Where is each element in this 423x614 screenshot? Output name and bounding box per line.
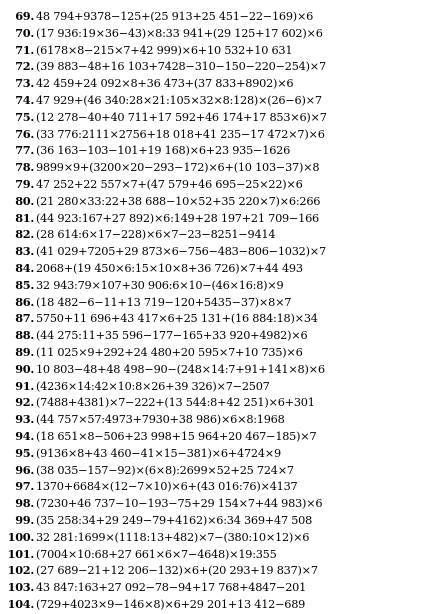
problem-row [0, 327, 423, 344]
problem-row [0, 562, 423, 579]
problem-number: 80. [15, 193, 34, 208]
problem-expression: (35 258:34+29 249−79+4162)×6:34 369+47 508 [36, 513, 313, 527]
problem-row [0, 596, 423, 613]
problem-expression: 2068+(19 450×6:15×10×8+36 726)×7+44 493 [36, 261, 303, 275]
problem-number: 90. [15, 361, 34, 376]
problem-number: 86. [15, 294, 34, 309]
problem-expression: 47 252+22 557×7+(47 579+46 695−25×22)×6 [36, 177, 303, 191]
problem-row [0, 378, 423, 395]
problem-number: 71. [15, 42, 34, 57]
problem-number: 97. [15, 479, 34, 494]
exercise-list [0, 8, 423, 613]
problem-number: 95. [15, 445, 34, 460]
problem-expression: 5750+11 696+43 417×6+25 131+(16 884:18)×34 [36, 312, 318, 326]
problem-number: 91. [15, 378, 34, 393]
problem-row [0, 546, 423, 563]
problem-expression: (7488+4381)×7−222+(13 544:8+42 251)×6+301 [36, 396, 315, 410]
problem-row [0, 277, 423, 294]
problem-expression: (33 776:2111×2756+18 018+41 235−17 472×7)×6 [36, 127, 325, 141]
problem-row [0, 142, 423, 159]
problem-number: 89. [15, 344, 34, 359]
problem-row [0, 495, 423, 512]
problem-number: 87. [15, 311, 34, 326]
problem-row [0, 411, 423, 428]
problem-expression: (41 029+7205+29 873×6−756−483−806−1032)×7 [36, 245, 326, 259]
problem-row [0, 243, 423, 260]
problem-row [0, 193, 423, 210]
problem-number: 92. [15, 395, 34, 410]
problem-expression: (729+4023×9−146×8)×6+29 201+13 412−689 [36, 597, 306, 611]
problem-number: 82. [15, 227, 34, 242]
problem-number: 69. [15, 9, 34, 23]
problem-row [0, 176, 423, 193]
problem-number: 76. [15, 126, 34, 141]
problem-number: 104. [7, 596, 34, 611]
problem-expression: (27 689−21+12 206−132)×6+(20 293+19 837)×7 [36, 564, 318, 578]
problem-expression: (18 482−6−11+13 719−120+5435−37)×8×7 [36, 295, 292, 309]
problem-number: 98. [15, 496, 34, 511]
problem-row [0, 394, 423, 411]
problem-expression: 48 794+9378−125+(25 913+25 451−22−169)×6 [36, 10, 314, 23]
problem-expression: (6178×8−215×7+42 999)×6+10 532+10 631 [36, 43, 293, 57]
problem-expression: (12 278−40+40 711+17 592+46 174+17 853×6)×7 [36, 110, 327, 124]
problem-expression: (39 883−48+16 103+7428−310−150−220−254)×7 [36, 60, 326, 74]
problem-row [0, 260, 423, 277]
problem-number: 94. [15, 428, 34, 443]
problem-row [0, 428, 423, 445]
problem-number: 78. [15, 160, 34, 175]
problem-number: 81. [15, 210, 34, 225]
problem-expression: 32 943:79×107+30 906:6×10−(46×16:8)×9 [36, 278, 284, 292]
problem-expression: (38 035−157−92)×(6×8):2699×52+25 724×7 [36, 463, 294, 477]
problem-row [0, 159, 423, 176]
problem-expression: (17 936:19×36−43)×8:33 941+(29 125+17 602)×6 [36, 26, 323, 40]
problem-number: 85. [15, 277, 34, 292]
problem-row [0, 25, 423, 42]
problem-expression: (4236×14:42×10:8×26+39 326)×7−2507 [36, 379, 270, 393]
problem-row [0, 226, 423, 243]
problem-expression: (36 163−103−101+19 168)×6+23 935−1626 [36, 144, 291, 158]
problem-row [0, 310, 423, 327]
problem-row [0, 8, 423, 25]
problem-expression: 43 847:163+27 092−78−94+17 768+4847−201 [36, 581, 307, 595]
problem-expression: 47 929+(46 340:28×21:105×32×8:128)×(26−6)×7 [36, 93, 322, 107]
problem-expression: (11 025×9+292+24 480+20 595×7+10 735)×6 [36, 345, 303, 359]
problem-number: 103. [7, 580, 34, 595]
problem-number: 101. [7, 546, 34, 561]
problem-row [0, 512, 423, 529]
problem-expression: (44 757×57:4973+7930+38 986)×6×8:1968 [36, 413, 285, 427]
problem-number: 77. [15, 143, 34, 158]
problem-expression: (44 275:11+35 596−177−165+33 920+4982)×6 [36, 329, 308, 343]
problem-expression: 9899×9+(3200×20−293−172)×6+(10 103−37)×8 [36, 161, 320, 175]
problem-row [0, 58, 423, 75]
problem-number: 79. [15, 176, 34, 191]
problem-expression: (28 614:6×17−228)×6×7−23−8251−9414 [36, 228, 276, 242]
problem-number: 93. [15, 412, 34, 427]
problem-row [0, 75, 423, 92]
problem-expression: 1370+6684×(12−7×10)×6+(43 016:76)×4137 [36, 480, 298, 494]
problem-row [0, 478, 423, 495]
problem-number: 72. [15, 59, 34, 74]
problem-expression: (9136×8+43 460−41×15−381)×6+4724×9 [36, 446, 281, 460]
problem-expression: 42 459+24 092×8+36 473+(37 833+8902)×6 [36, 77, 294, 91]
problem-expression: (18 651×8−506+23 998+15 964+20 467−185)×7 [36, 429, 317, 443]
problem-number: 84. [15, 260, 34, 275]
problem-expression: (44 923:167+27 892)×6:149+28 197+21 709−166 [36, 211, 319, 225]
problem-number: 70. [15, 25, 34, 40]
problem-expression: (7004×10:68+27 661×6×7−4648)×19:355 [36, 547, 277, 561]
problem-row [0, 92, 423, 109]
problem-number: 74. [15, 92, 34, 107]
problem-number: 96. [15, 462, 34, 477]
problem-number: 75. [15, 109, 34, 124]
problem-row [0, 529, 423, 546]
problem-row [0, 109, 423, 126]
problem-number: 100. [7, 529, 34, 544]
problem-number: 73. [15, 76, 34, 91]
problem-row [0, 294, 423, 311]
problem-expression: 32 281:1699×(1118:13+482)×7−(380:10×12)×6 [36, 530, 310, 544]
problem-number: 88. [15, 328, 34, 343]
problem-expression: (7230+46 737−10−193−75+29 154×7+44 983)×6 [36, 497, 323, 511]
problem-expression: 10 803−48+48 498−90−(248×14:7+91+141×8)×6 [36, 362, 325, 376]
problem-row [0, 445, 423, 462]
problem-row [0, 361, 423, 378]
problem-row [0, 344, 423, 361]
problem-number: 99. [15, 512, 34, 527]
problem-row [0, 210, 423, 227]
problem-row [0, 462, 423, 479]
problem-number: 83. [15, 244, 34, 259]
problem-number: 102. [7, 563, 34, 578]
problem-row [0, 42, 423, 59]
problem-row [0, 126, 423, 143]
problem-expression: (21 280×33:22+38 688−10×52+35 220×7)×6:266 [36, 194, 321, 208]
problem-row [0, 579, 423, 596]
